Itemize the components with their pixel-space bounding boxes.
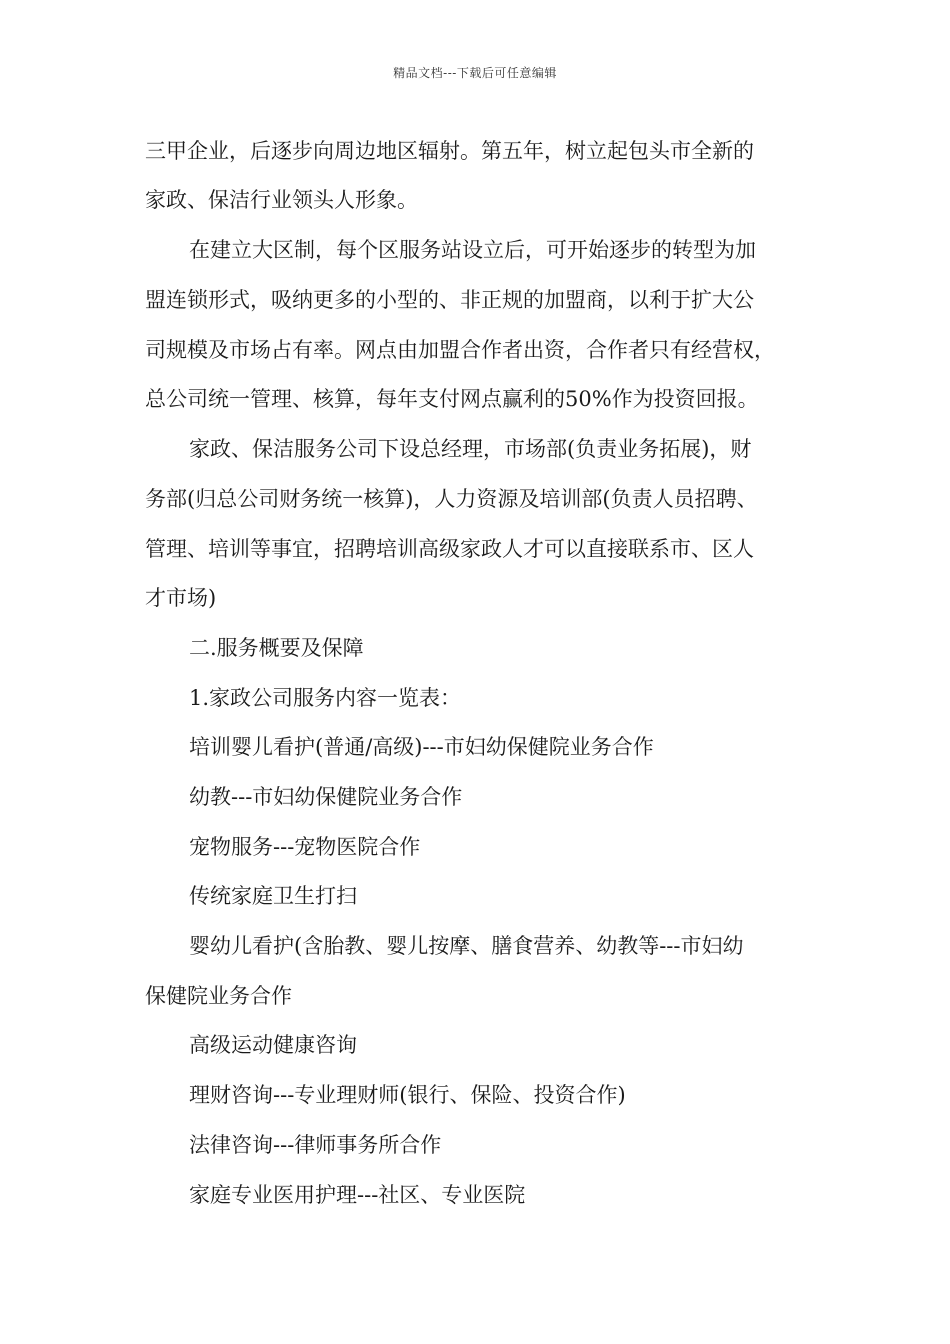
body-line: 盟连锁形式，吸纳更多的小型的、非正规的加盟商，以利于扩大公 bbox=[145, 288, 754, 312]
page-header: 精品文档---下载后可任意编辑 bbox=[393, 66, 557, 80]
body-line: 务部(归总公司财务统一核算)，人力资源及培训部(负责人员招聘、 bbox=[145, 487, 758, 511]
service-item: 幼教---市妇幼保健院业务合作 bbox=[189, 785, 463, 809]
body-line: 三甲企业，后逐步向周边地区辐射。第五年，树立起包头市全新的 bbox=[145, 139, 754, 163]
service-item: 婴幼儿看护(含胎教、婴儿按摩、膳食营养、幼教等---市妇幼 bbox=[189, 934, 744, 958]
service-item: 理财咨询---专业理财师(银行、保险、投资合作) bbox=[189, 1083, 626, 1107]
body-line: 才市场) bbox=[145, 586, 217, 610]
body-line: 司规模及市场占有率。网点由加盟合作者出资，合作者只有经营权， bbox=[145, 338, 775, 362]
paragraph-start-line: 在建立大区制，每个区服务站设立后，可开始逐步的转型为加 bbox=[189, 238, 756, 262]
body-line: 总公司统一管理、核算，每年支付网点赢利的50%作为投资回报。 bbox=[145, 387, 759, 411]
paragraph-start-line: 家政、保洁服务公司下设总经理，市场部(负责业务拓展)，财 bbox=[189, 437, 752, 461]
body-line: 家政、保洁行业领头人形象。 bbox=[145, 188, 418, 212]
service-item: 宠物服务---宠物医院合作 bbox=[189, 835, 421, 859]
subsection-heading: 1.家政公司服务内容一览表： bbox=[189, 686, 462, 710]
section-heading: 二.服务概要及保障 bbox=[189, 636, 364, 660]
service-item: 家庭专业医用护理---社区、专业医院 bbox=[189, 1183, 526, 1207]
service-item: 法律咨询---律师事务所合作 bbox=[189, 1133, 442, 1157]
service-item: 培训婴儿看护(普通/高级)---市妇幼保健院业务合作 bbox=[189, 735, 654, 759]
service-item: 高级运动健康咨询 bbox=[189, 1033, 357, 1057]
service-item: 传统家庭卫生打扫 bbox=[189, 884, 357, 908]
body-line: 管理、培训等事宜，招聘培训高级家政人才可以直接联系市、区人 bbox=[145, 537, 754, 561]
service-item-continuation: 保健院业务合作 bbox=[145, 984, 292, 1008]
